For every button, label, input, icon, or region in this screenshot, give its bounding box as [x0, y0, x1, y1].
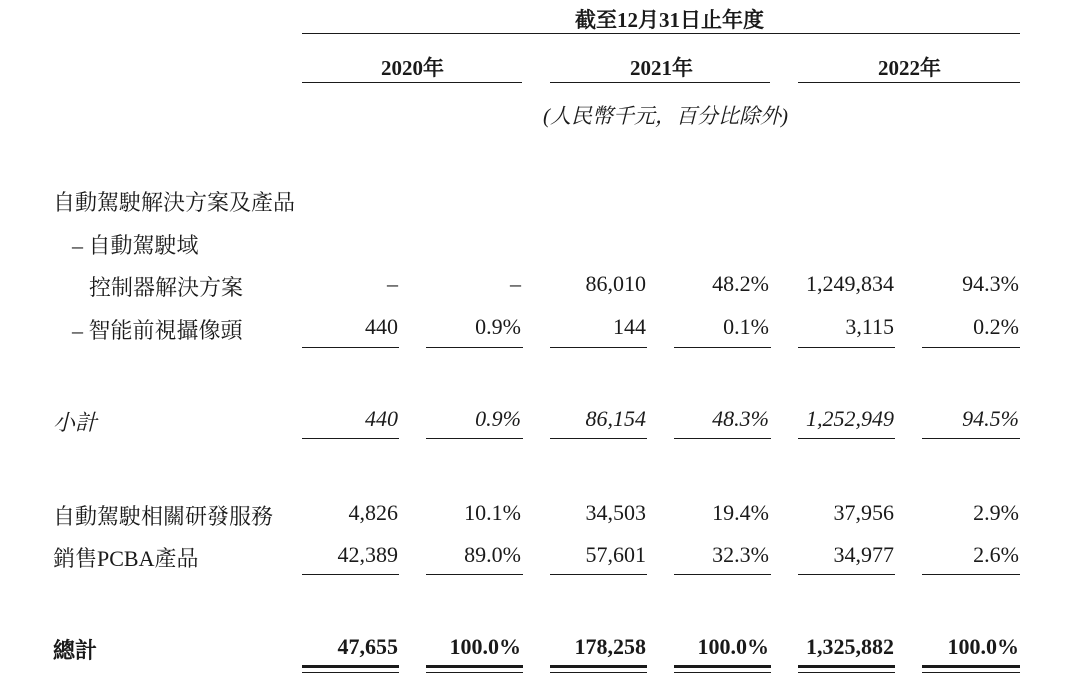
period-rule — [302, 33, 1020, 34]
year-2021-header: 2021年 — [630, 56, 693, 80]
section-autonomous-solutions-label: 自動駕駛解決方案及產品 — [53, 190, 296, 215]
total-double-rule-1b — [302, 672, 399, 673]
total-2020-pct: 100.0% — [449, 634, 521, 659]
rule-subtotal-2 — [426, 438, 523, 439]
rule-pre-subtotal-6 — [922, 347, 1020, 348]
year-2020-header: 2020年 — [381, 56, 444, 80]
subtotal-2020-pct: 0.9% — [475, 406, 521, 431]
rule-subtotal-1 — [302, 438, 399, 439]
rnd-services-2022-amount: 37,956 — [833, 500, 894, 525]
domain-controller-2022-amount: 1,249,834 — [806, 271, 894, 296]
domain-controller-2021-amount: 86,010 — [585, 271, 646, 296]
rule-pre-total-4 — [674, 574, 771, 575]
subtotal-2021-amount: 86,154 — [585, 406, 646, 431]
subtotal-2022-pct: 94.5% — [962, 406, 1019, 431]
rule-pre-subtotal-3 — [550, 347, 647, 348]
front-camera-2020-pct: 0.9% — [475, 314, 521, 339]
rnd-services-2021-pct: 19.4% — [712, 500, 769, 525]
pcba-sales-2022-amount: 34,977 — [833, 542, 894, 567]
total-label: 總計 — [53, 638, 98, 663]
rule-pre-total-1 — [302, 574, 399, 575]
rnd-services-label: 自動駕駛相關研發服務 — [53, 504, 274, 529]
front-camera-2021-pct: 0.1% — [723, 314, 769, 339]
rule-pre-total-2 — [426, 574, 523, 575]
subtotal-2022-amount: 1,252,949 — [806, 406, 894, 431]
pcba-sales-2021-amount: 57,601 — [585, 542, 646, 567]
subtotal-2020-amount: 440 — [365, 406, 398, 431]
front-camera-2020-amount: 440 — [365, 314, 398, 339]
domain-controller-label-line2: 控制器解決方案 — [89, 275, 244, 300]
subtotal-2021-pct: 48.3% — [712, 406, 769, 431]
domain-controller-2021-pct: 48.2% — [712, 271, 769, 296]
total-double-rule-6b — [922, 672, 1020, 673]
total-double-rule-2b — [426, 672, 523, 673]
total-double-rule-3 — [550, 665, 647, 668]
rule-pre-subtotal-1 — [302, 347, 399, 348]
front-camera-2022-pct: 0.2% — [973, 314, 1019, 339]
domain-controller-2022-pct: 94.3% — [962, 271, 1019, 296]
rnd-services-2020-pct: 10.1% — [464, 500, 521, 525]
total-2022-pct: 100.0% — [947, 634, 1019, 659]
front-camera-2021-amount: 144 — [613, 314, 646, 339]
year-2021-rule — [550, 82, 770, 83]
total-double-rule-4b — [674, 672, 771, 673]
total-2021-amount: 178,258 — [574, 634, 646, 659]
total-2022-amount: 1,325,882 — [806, 634, 894, 659]
year-2022-rule — [798, 82, 1020, 83]
year-2020-rule — [302, 82, 522, 83]
total-double-rule-5 — [798, 665, 895, 668]
pcba-sales-2020-amount: 42,389 — [337, 542, 398, 567]
rule-subtotal-5 — [798, 438, 895, 439]
front-camera-2022-amount: 3,115 — [845, 314, 894, 339]
total-2020-amount: 47,655 — [337, 634, 398, 659]
subtotal-label: 小計 — [53, 410, 98, 435]
pcba-sales-label: 銷售PCBA產品 — [53, 546, 199, 571]
rule-pre-subtotal-5 — [798, 347, 895, 348]
period-header: 截至12月31日止年度 — [575, 8, 764, 32]
rule-subtotal-6 — [922, 438, 1020, 439]
domain-controller-label-line1: – 自動駕駛域 — [72, 233, 199, 258]
rule-pre-subtotal-2 — [426, 347, 523, 348]
unit-note: (人民幣千元，百分比除外) — [543, 104, 788, 128]
rule-subtotal-4 — [674, 438, 771, 439]
rule-pre-total-3 — [550, 574, 647, 575]
rule-pre-total-5 — [798, 574, 895, 575]
rnd-services-2020-amount: 4,826 — [348, 500, 398, 525]
rnd-services-2022-pct: 2.9% — [973, 500, 1019, 525]
total-double-rule-2 — [426, 665, 523, 668]
rule-subtotal-3 — [550, 438, 647, 439]
total-double-rule-1 — [302, 665, 399, 668]
domain-controller-2020-amount: – — [387, 271, 398, 296]
total-double-rule-6 — [922, 665, 1020, 668]
total-2021-pct: 100.0% — [697, 634, 769, 659]
domain-controller-2020-pct: – — [510, 271, 521, 296]
rnd-services-2021-amount: 34,503 — [585, 500, 646, 525]
rule-pre-subtotal-4 — [674, 347, 771, 348]
total-double-rule-4 — [674, 665, 771, 668]
pcba-sales-2020-pct: 89.0% — [464, 542, 521, 567]
total-double-rule-3b — [550, 672, 647, 673]
year-2022-header: 2022年 — [878, 56, 941, 80]
pcba-sales-2021-pct: 32.3% — [712, 542, 769, 567]
total-double-rule-5b — [798, 672, 895, 673]
pcba-sales-2022-pct: 2.6% — [973, 542, 1019, 567]
front-camera-label: – 智能前視攝像頭 — [72, 318, 243, 343]
rule-pre-total-6 — [922, 574, 1020, 575]
